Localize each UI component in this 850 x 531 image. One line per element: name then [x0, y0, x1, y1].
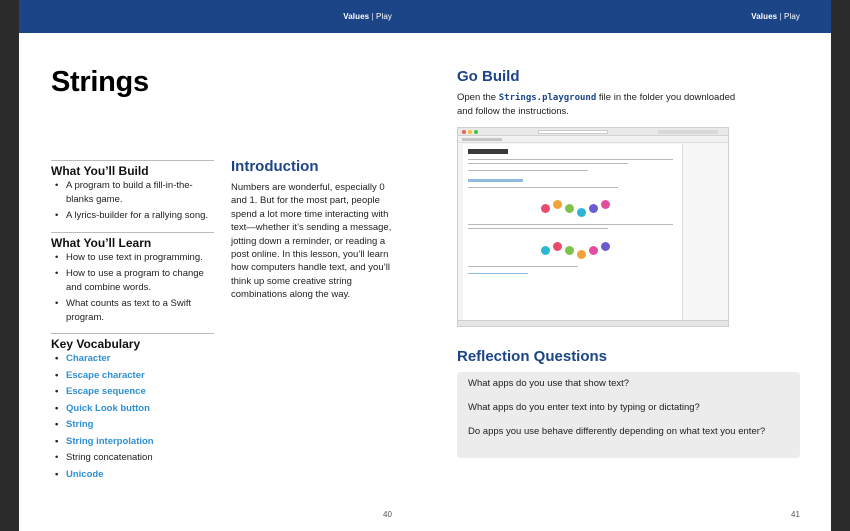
list-item: • How to use a program to change and combine words.	[53, 267, 214, 294]
text-line	[468, 163, 628, 164]
breadcrumb-placeholder	[462, 138, 502, 141]
go-build-text-after: file in the folder you downloaded and follow the instructions.	[457, 92, 736, 117]
header-title: Values	[751, 12, 778, 21]
what-youll-learn-section	[51, 232, 214, 325]
reflection-questions-box	[457, 372, 800, 458]
results-sidebar	[684, 144, 728, 321]
reflection-questions-heading: Reflection Questions	[457, 348, 608, 365]
text-line	[468, 266, 578, 267]
link-line	[468, 273, 528, 274]
bead-decoration	[565, 204, 574, 213]
introduction-text: Numbers are wonderful, especially 0 and 1. But for the most part, people spend a lot more time interacting with text—whether it’s sending a message, jotting down a reminder, or reading a post online. In this lesson, you’ll learn how computers handle text, and you’ll think up some creative string combinations along the way.	[231, 182, 392, 301]
window-debug-bar	[458, 320, 728, 326]
left-page	[19, 0, 422, 531]
window-title-bar	[458, 128, 728, 136]
what-youll-build-list	[53, 179, 214, 223]
header-band-left	[19, 0, 422, 33]
lesson-title: Strings	[51, 66, 149, 98]
header-band-right	[422, 0, 831, 33]
key-vocabulary-section	[51, 333, 214, 481]
list-item: • A program to build a fill-in-the-blanks game.	[53, 179, 214, 206]
vocab-item-string-concatenation: • String concatenation	[53, 451, 214, 465]
window-toolbar-buttons	[658, 130, 718, 134]
key-vocabulary-heading: Key Vocabulary	[51, 337, 141, 351]
vocab-link-character[interactable]: • Character	[53, 352, 214, 366]
what-youll-learn-heading: What You’ll Learn	[51, 235, 152, 250]
introduction-column	[231, 158, 399, 302]
header-subtitle: Play	[784, 12, 800, 21]
text-line	[468, 187, 618, 188]
running-header-left	[343, 12, 392, 21]
window-zoom-dot	[474, 130, 478, 134]
header-separator: |	[371, 12, 374, 21]
running-header-right	[751, 12, 800, 21]
bead-decoration	[577, 250, 586, 259]
bead-decoration	[541, 204, 550, 213]
vocab-link-escape-character[interactable]: • Escape character	[53, 369, 214, 383]
bead-decoration	[589, 204, 598, 213]
playground-filename: Strings.playground	[498, 93, 597, 103]
bead-decoration	[577, 208, 586, 217]
bead-decoration	[541, 246, 550, 255]
reflection-question: What apps do you enter text into by typing or dictating?	[468, 401, 700, 413]
what-youll-build-heading: What You’ll Build	[51, 164, 149, 178]
list-item: • How to use text in programming.	[53, 251, 214, 265]
vocab-link-string-interpolation[interactable]: • String interpolation	[53, 435, 214, 449]
text-line	[468, 228, 608, 229]
go-build-text-before: Open the	[457, 92, 499, 103]
bead-decoration	[589, 246, 598, 255]
right-page	[422, 0, 831, 531]
text-line	[468, 159, 673, 160]
bead-decoration	[601, 242, 610, 251]
bead-decoration	[553, 200, 562, 209]
sidebar-column	[51, 160, 214, 490]
subheading-placeholder	[468, 179, 523, 182]
playground-screenshot	[457, 127, 729, 327]
header-subtitle: Play	[376, 12, 392, 21]
header-separator: |	[779, 12, 782, 21]
what-youll-learn-list	[53, 251, 214, 325]
window-breadcrumb-bar	[458, 137, 728, 143]
window-minimize-dot	[468, 130, 472, 134]
page-heading-placeholder	[468, 149, 508, 154]
go-build-heading: Go Build	[457, 68, 520, 85]
introduction-heading: Introduction	[231, 158, 319, 175]
vocab-link-quick-look-button[interactable]: • Quick Look button	[53, 402, 214, 416]
bead-decoration	[601, 200, 610, 209]
key-vocabulary-list	[53, 352, 214, 481]
playground-page-content	[463, 144, 683, 321]
header-title: Values	[343, 12, 370, 21]
reflection-question: Do apps you use behave differently depending on what text you enter?	[468, 425, 766, 437]
text-line	[468, 170, 588, 171]
list-item: • A lyrics-builder for a rallying song.	[53, 209, 214, 223]
vocab-link-string[interactable]: • String	[53, 418, 214, 432]
bead-decoration	[565, 246, 574, 255]
vocab-link-escape-sequence[interactable]: • Escape sequence	[53, 385, 214, 399]
list-item: • What counts as text to a Swift program.	[53, 297, 214, 324]
page-number-left: 40	[383, 510, 392, 519]
bead-decoration	[553, 242, 562, 251]
page-number-right: 41	[791, 510, 800, 519]
window-status-field	[538, 130, 608, 134]
reflection-question: What apps do you use that show text?	[468, 378, 630, 389]
what-youll-build-section	[51, 160, 214, 223]
window-close-dot	[462, 130, 466, 134]
vocab-link-unicode[interactable]: • Unicode	[53, 468, 214, 482]
text-line	[468, 224, 673, 225]
go-build-text	[457, 91, 737, 119]
